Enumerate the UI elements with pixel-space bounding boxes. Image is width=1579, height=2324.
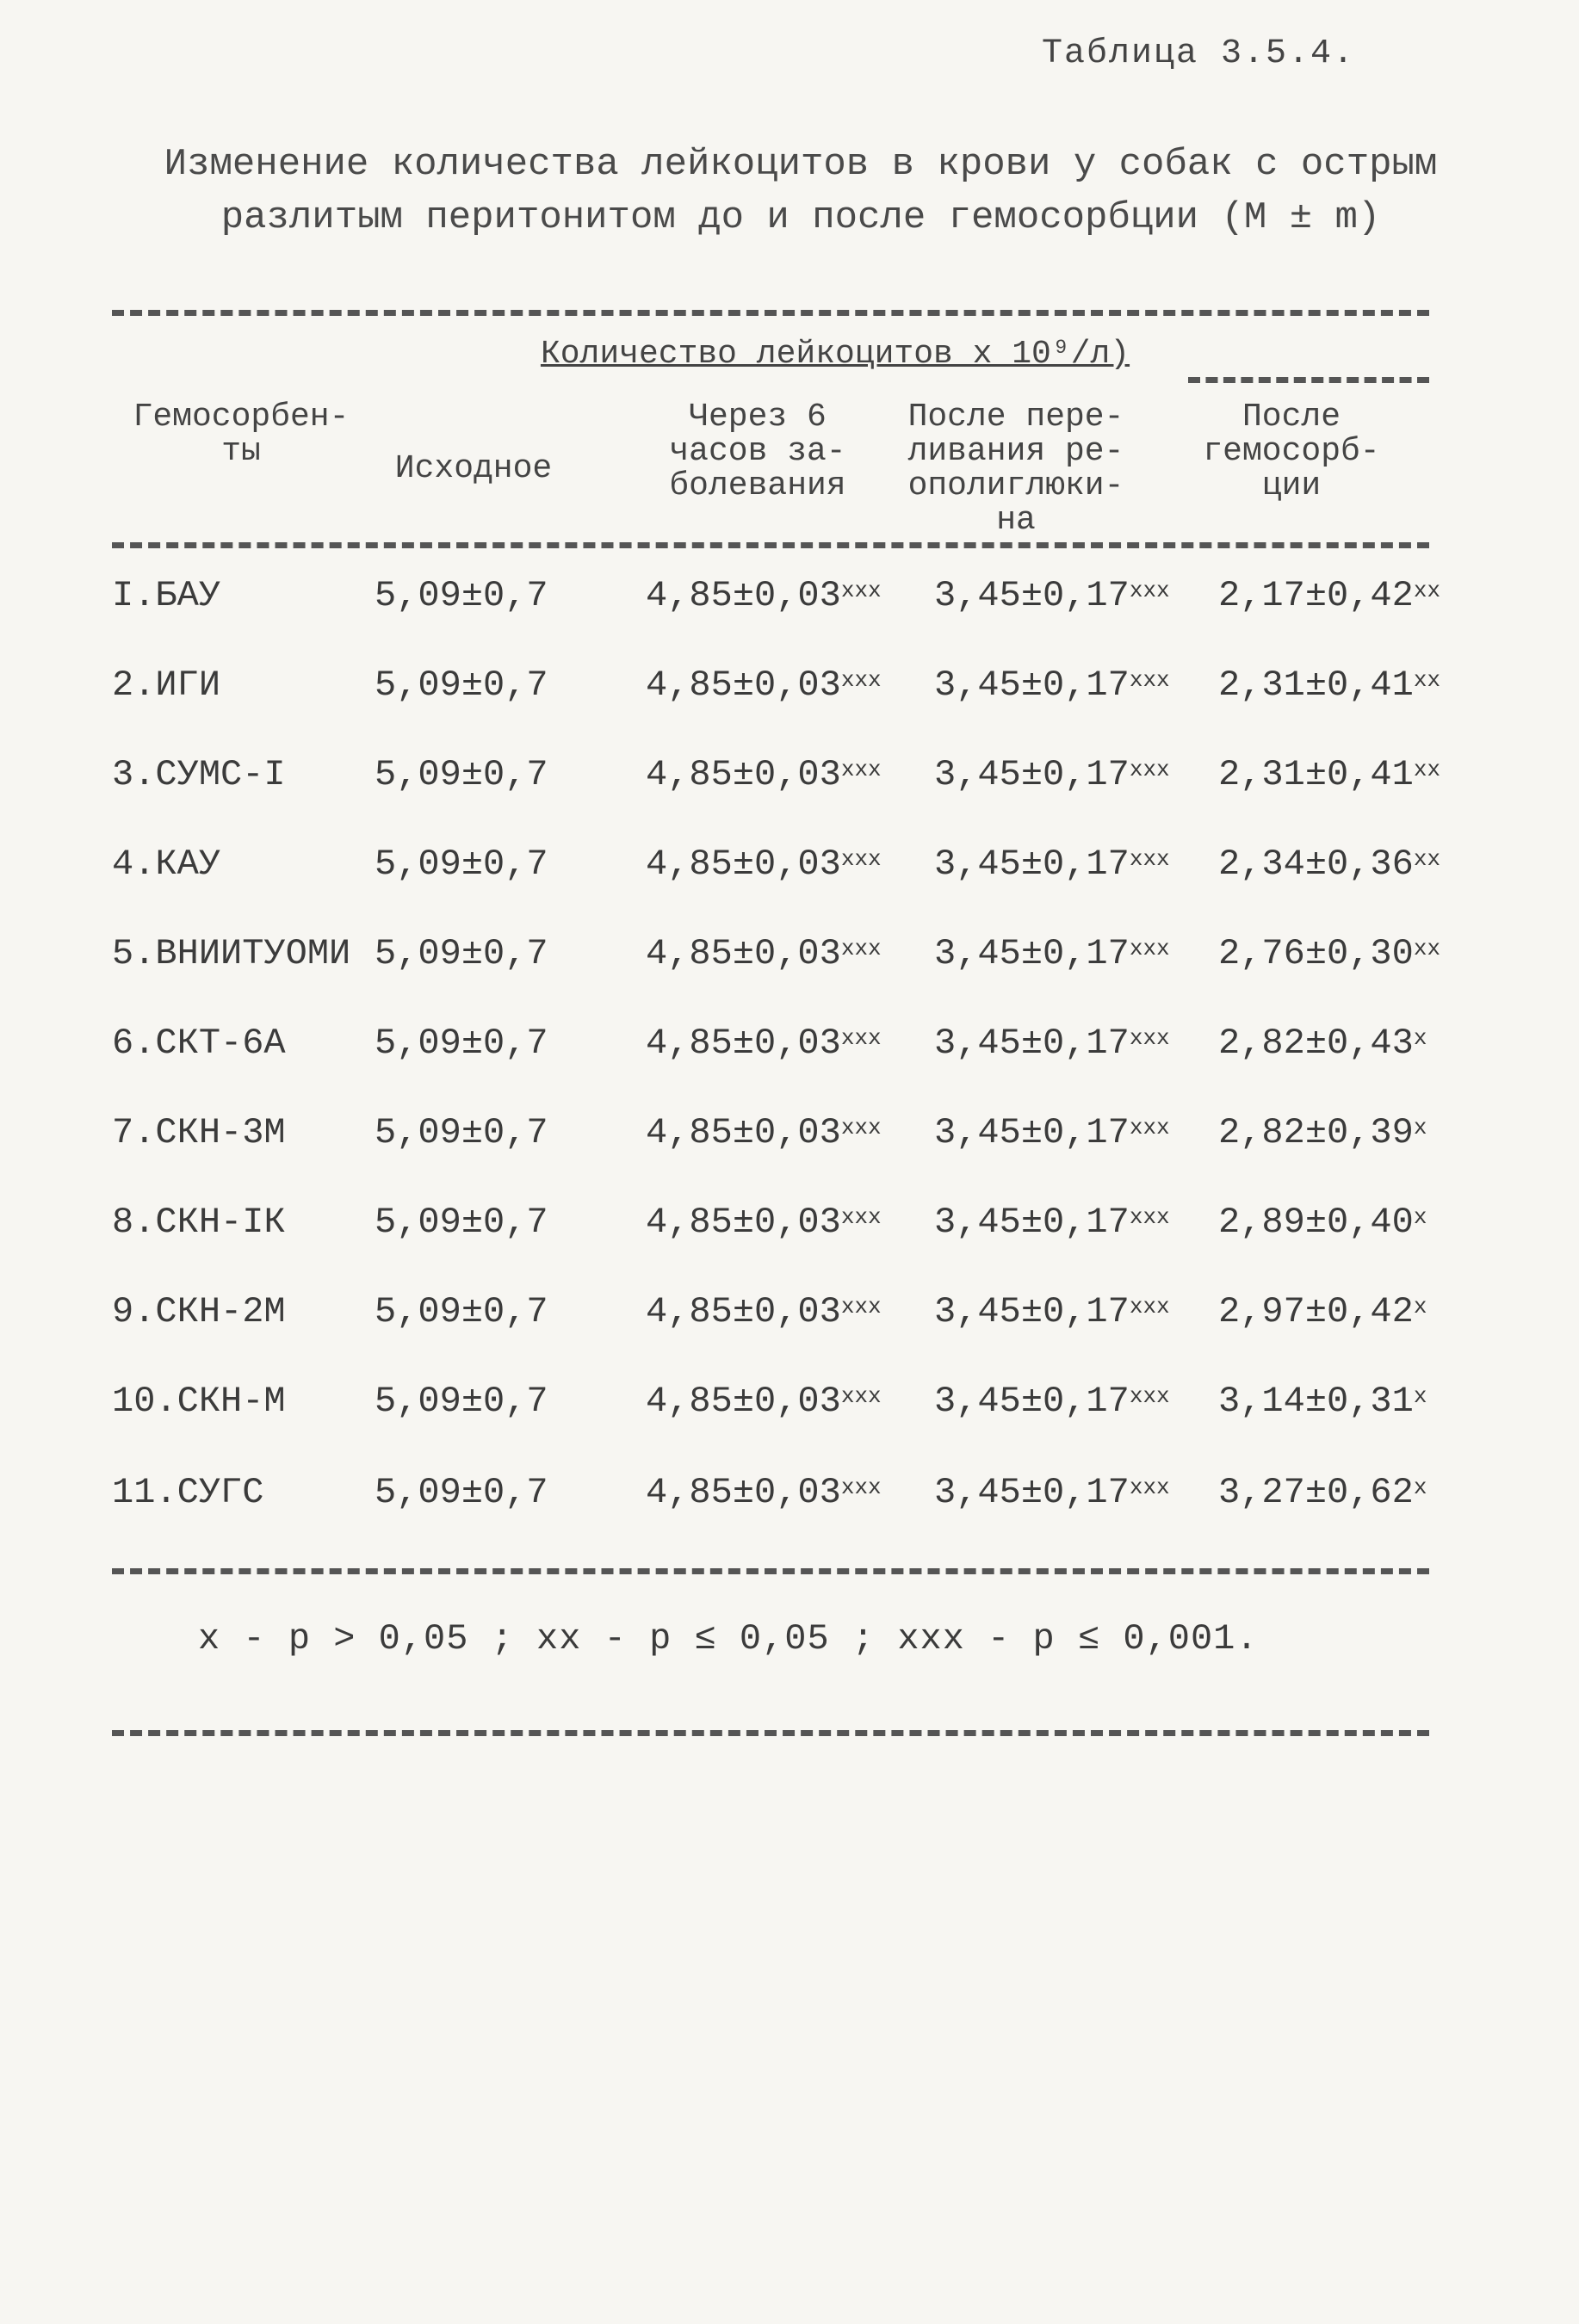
significance-mark: xxx [1129,1025,1170,1051]
sorbent-name: I.БАУ [112,575,221,616]
value-after-hemosorption: $2,97\pm 0,42^x$ [1218,1291,1427,1332]
significance-mark: xxx [840,1115,882,1140]
header-initial: Исходное [394,450,553,487]
value-after-hemosorption: $2,31\pm 0,41^{xx}$ [1218,754,1441,795]
significance-mark: xxx [1129,1474,1170,1500]
significance-mark: xxx [840,667,882,693]
value-6h: $4,85\pm 0,03^{xxx}$ [646,1291,882,1332]
value-after-hemosorption: $2,34\pm 0,36^{xx}$ [1218,844,1441,885]
value-after-hemosorption: $2,89\pm 0,40^x$ [1218,1202,1427,1243]
significance-mark: x [1413,1383,1427,1409]
significance-footnote: x - p > 0,05 ; xx - p ≤ 0,05 ; xxx - p ≤ 0,001. [198,1618,1259,1660]
caption-line-2: разлитым перитонитом до и после гемосорбции (М ± m) [220,196,1381,239]
header-bottom-rule [112,542,1429,548]
value-after-hemosorption: $2,82\pm 0,43^x$ [1218,1023,1427,1064]
value-6h: $4,85\pm 0,03^{xxx}$ [646,933,882,974]
significance-mark: xx [1413,667,1441,693]
value-after-rheo: $3,45\pm 0,17^{xxx}$ [934,1202,1170,1243]
significance-mark: xxx [840,578,882,603]
header-group-label: Количество лейкоцитов х 10⁹/л) [540,336,1130,373]
value-6h: $4,85\pm 0,03^{xxx}$ [646,1202,882,1243]
header-6h: Через 6 часов за- болевания [669,399,846,504]
value-after-hemosorption: $2,76\pm 0,30^{xx}$ [1218,933,1441,974]
value-after-rheo: $3,45\pm 0,17^{xxx}$ [934,1291,1170,1332]
value-6h: $4,85\pm 0,03^{xxx}$ [646,575,882,616]
value-after-hemosorption: $2,31\pm 0,41^{xx}$ [1218,664,1441,706]
significance-mark: xxx [1129,1294,1170,1320]
significance-mark: xx [1413,578,1441,603]
significance-mark: xx [1413,846,1441,872]
sorbent-name: 4.КАУ [112,844,221,885]
header-after-hemosorption: После гемосорб- ции [1203,399,1380,504]
significance-mark: xxx [840,757,882,782]
table-number: Таблица 3.5.4. [1042,34,1356,73]
value-after-hemosorption: $2,82\pm 0,39^x$ [1218,1112,1427,1153]
sorbent-name: 9.СКН-2М [112,1291,286,1332]
sorbent-name: 3.СУМС-I [112,754,286,795]
value-initial: 5,09±0,7 [375,1472,548,1513]
value-initial: 5,09±0,7 [375,1112,548,1153]
significance-mark: x [1413,1025,1427,1051]
significance-mark: xxx [1129,578,1170,603]
significance-mark: xxx [840,1383,882,1409]
header-sorbents: Гемосорбен- ты [133,399,350,470]
significance-mark: xxx [1129,757,1170,782]
value-after-hemosorption: $3,27\pm 0,62^x$ [1218,1472,1427,1513]
value-6h: $4,85\pm 0,03^{xxx}$ [646,664,882,706]
bottom-rule [112,1568,1429,1574]
value-initial: 5,09±0,7 [375,933,548,974]
value-6h: $4,85\pm 0,03^{xxx}$ [646,1472,882,1513]
significance-mark: xxx [840,846,882,872]
top-rule [112,310,1429,316]
value-after-rheo: $3,45\pm 0,17^{xxx}$ [934,575,1170,616]
sorbent-name: 2.ИГИ [112,664,221,706]
sorbent-name: 6.СКТ-6А [112,1023,286,1064]
significance-mark: x [1413,1115,1427,1140]
significance-mark: xxx [1129,936,1170,961]
significance-mark: xxx [1129,1383,1170,1409]
header-group-rule [1188,377,1429,383]
value-initial: 5,09±0,7 [375,575,548,616]
value-after-rheo: $3,45\pm 0,17^{xxx}$ [934,1381,1170,1422]
footnote-rule [112,1730,1429,1736]
significance-mark: xxx [840,936,882,961]
value-6h: $4,85\pm 0,03^{xxx}$ [646,1023,882,1064]
significance-mark: xx [1413,936,1441,961]
sorbent-name: 5.ВНИИТУОМИ [112,933,351,974]
value-after-hemosorption: $3,14\pm 0,31^x$ [1218,1381,1427,1422]
significance-mark: xxx [1129,1115,1170,1140]
sorbent-name: 8.СКН-IК [112,1202,286,1243]
value-after-rheo: $3,45\pm 0,17^{xxx}$ [934,1023,1170,1064]
value-after-rheo: $3,45\pm 0,17^{xxx}$ [934,664,1170,706]
significance-mark: xxx [840,1025,882,1051]
significance-mark: x [1413,1474,1427,1500]
value-after-hemosorption: $2,17\pm 0,42^{xx}$ [1218,575,1441,616]
sorbent-name: 10.СКН-М [112,1381,286,1422]
value-after-rheo: $3,45\pm 0,17^{xxx}$ [934,1112,1170,1153]
significance-mark: x [1413,1204,1427,1230]
significance-mark: xxx [1129,846,1170,872]
value-after-rheo: $3,45\pm 0,17^{xxx}$ [934,754,1170,795]
significance-mark: xxx [1129,1204,1170,1230]
significance-mark: xx [1413,757,1441,782]
caption-line-1: Изменение количества лейкоцитов в крови у собак с острым [164,143,1438,186]
significance-mark: xxx [840,1294,882,1320]
significance-mark: xxx [840,1474,882,1500]
value-6h: $4,85\pm 0,03^{xxx}$ [646,754,882,795]
value-after-rheo: $3,45\pm 0,17^{xxx}$ [934,933,1170,974]
value-after-rheo: $3,45\pm 0,17^{xxx}$ [934,1472,1170,1513]
value-6h: $4,85\pm 0,03^{xxx}$ [646,844,882,885]
value-6h: $4,85\pm 0,03^{xxx}$ [646,1112,882,1153]
significance-mark: xxx [840,1204,882,1230]
value-initial: 5,09±0,7 [375,754,548,795]
value-after-rheo: $3,45\pm 0,17^{xxx}$ [934,844,1170,885]
value-initial: 5,09±0,7 [375,1202,548,1243]
value-initial: 5,09±0,7 [375,844,548,885]
table-caption [129,138,1472,244]
significance-mark: x [1413,1294,1427,1320]
significance-mark: xxx [1129,667,1170,693]
value-initial: 5,09±0,7 [375,1023,548,1064]
value-6h: $4,85\pm 0,03^{xxx}$ [646,1381,882,1422]
header-after-rheo: После пере- ливания ре- ополиглюки- на [907,399,1124,539]
value-initial: 5,09±0,7 [375,1291,548,1332]
value-initial: 5,09±0,7 [375,664,548,706]
value-initial: 5,09±0,7 [375,1381,548,1422]
sorbent-name: 7.СКН-3М [112,1112,286,1153]
sorbent-name: 11.СУГС [112,1472,264,1513]
